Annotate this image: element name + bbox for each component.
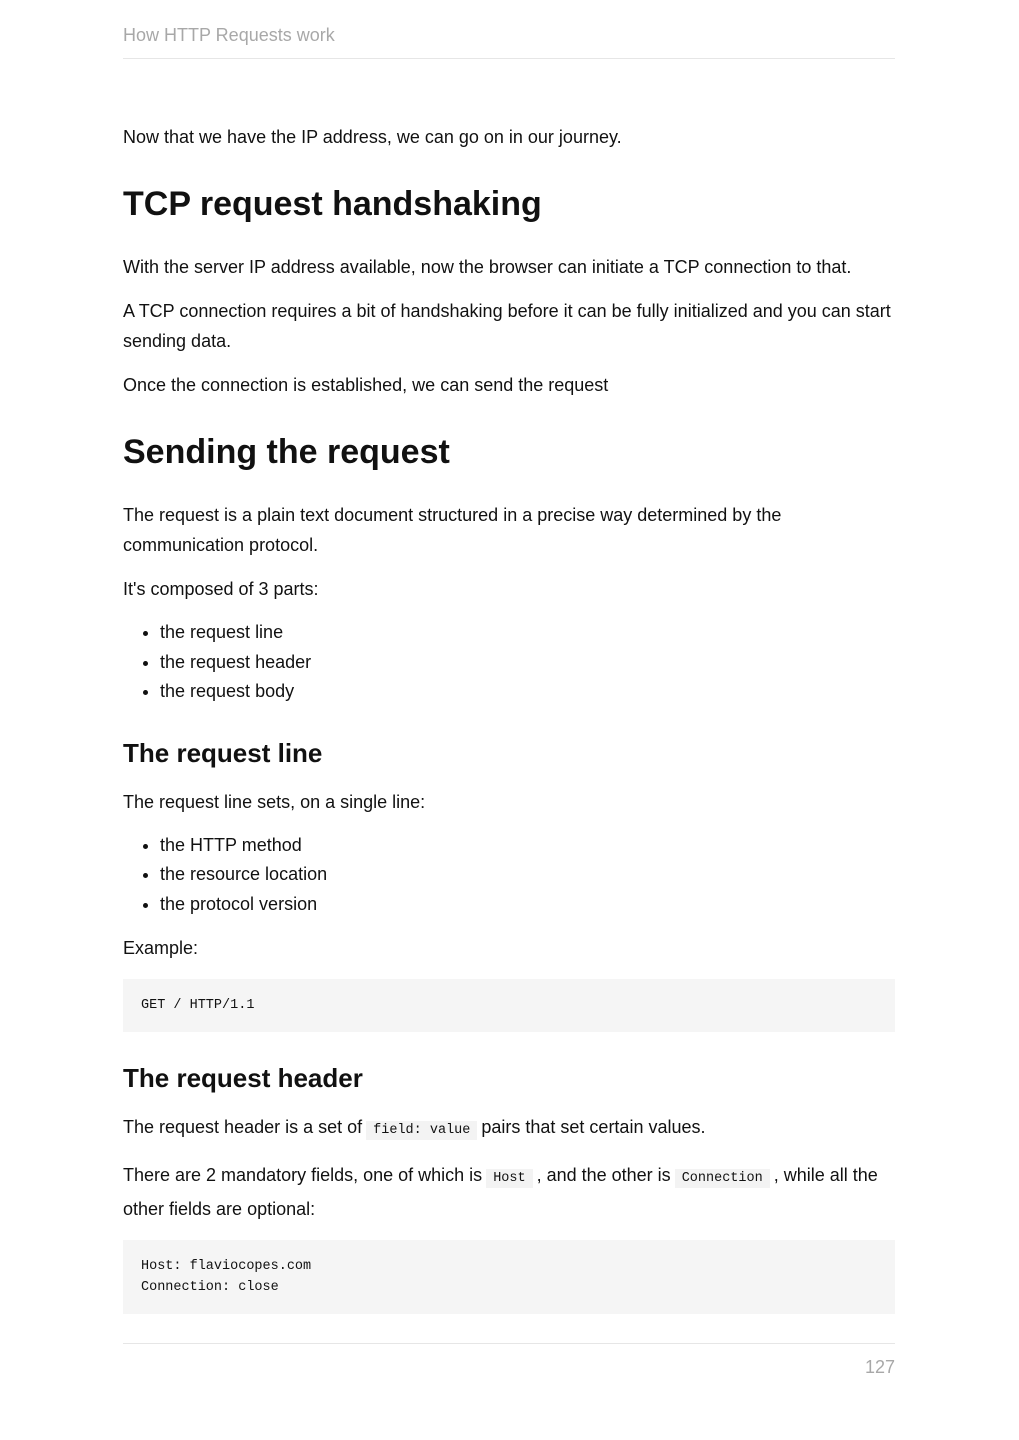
running-header bbox=[123, 24, 895, 59]
text-segment: There are 2 mandatory fields, one of which is bbox=[123, 1165, 483, 1185]
sending-paragraph-2: It's composed of 3 parts: bbox=[123, 579, 319, 599]
document-title: How HTTP Requests work bbox=[123, 25, 335, 45]
heading-request-header: The request header bbox=[123, 1063, 363, 1093]
list-item: • the request body bbox=[160, 677, 895, 707]
tcp-paragraph-2: A TCP connection requires a bit of handshaking before it can be fully initialized and you can start sending data. bbox=[123, 301, 891, 351]
text-segment: , and the other is bbox=[536, 1165, 671, 1185]
inline-code-connection: Connection bbox=[675, 1169, 770, 1188]
page-content bbox=[123, 122, 895, 1330]
sending-paragraph-1: The request is a plain text document structured in a precise way determined by the communication protocol. bbox=[123, 505, 782, 555]
list-item: • the request line bbox=[160, 618, 895, 648]
request-header-paragraph-1 bbox=[123, 1112, 895, 1146]
list-item: • the protocol version bbox=[160, 890, 895, 920]
list-item: • the resource location bbox=[160, 860, 895, 890]
heading-sending-request: Sending the request bbox=[123, 433, 450, 471]
footer-divider bbox=[123, 1343, 895, 1344]
inline-code-host: Host bbox=[486, 1169, 532, 1188]
example-label: Example: bbox=[123, 938, 199, 958]
list-item: • the HTTP method bbox=[160, 831, 895, 861]
list-item: • the request header bbox=[160, 648, 895, 678]
text-segment: pairs that set certain values. bbox=[481, 1117, 706, 1137]
request-header-code-block: Host: flaviocopes.com Connection: close bbox=[123, 1240, 895, 1314]
request-header-paragraph-2 bbox=[123, 1160, 895, 1224]
intro-paragraph: Now that we have the IP address, we can go on in our journey. bbox=[123, 127, 622, 147]
request-line-paragraph: The request line sets, on a single line: bbox=[123, 791, 426, 812]
inline-code-field-value: field: value bbox=[366, 1121, 477, 1140]
text-segment: , while all the other fields are optional: bbox=[123, 1165, 878, 1219]
heading-request-line: The request line bbox=[123, 737, 323, 768]
heading-tcp-handshaking: TCP request handshaking bbox=[123, 185, 542, 223]
request-line-list bbox=[123, 831, 895, 920]
text-segment: The request header is a set of bbox=[123, 1117, 363, 1137]
tcp-paragraph-1: With the server IP address available, now the browser can initiate a TCP connection to that. bbox=[123, 257, 852, 277]
tcp-paragraph-3: Once the connection is established, we can send the request bbox=[123, 375, 609, 395]
request-parts-list bbox=[123, 618, 895, 707]
request-line-code-block: GET / HTTP/1.1 bbox=[123, 979, 895, 1032]
page-number: 127 bbox=[864, 1357, 895, 1377]
